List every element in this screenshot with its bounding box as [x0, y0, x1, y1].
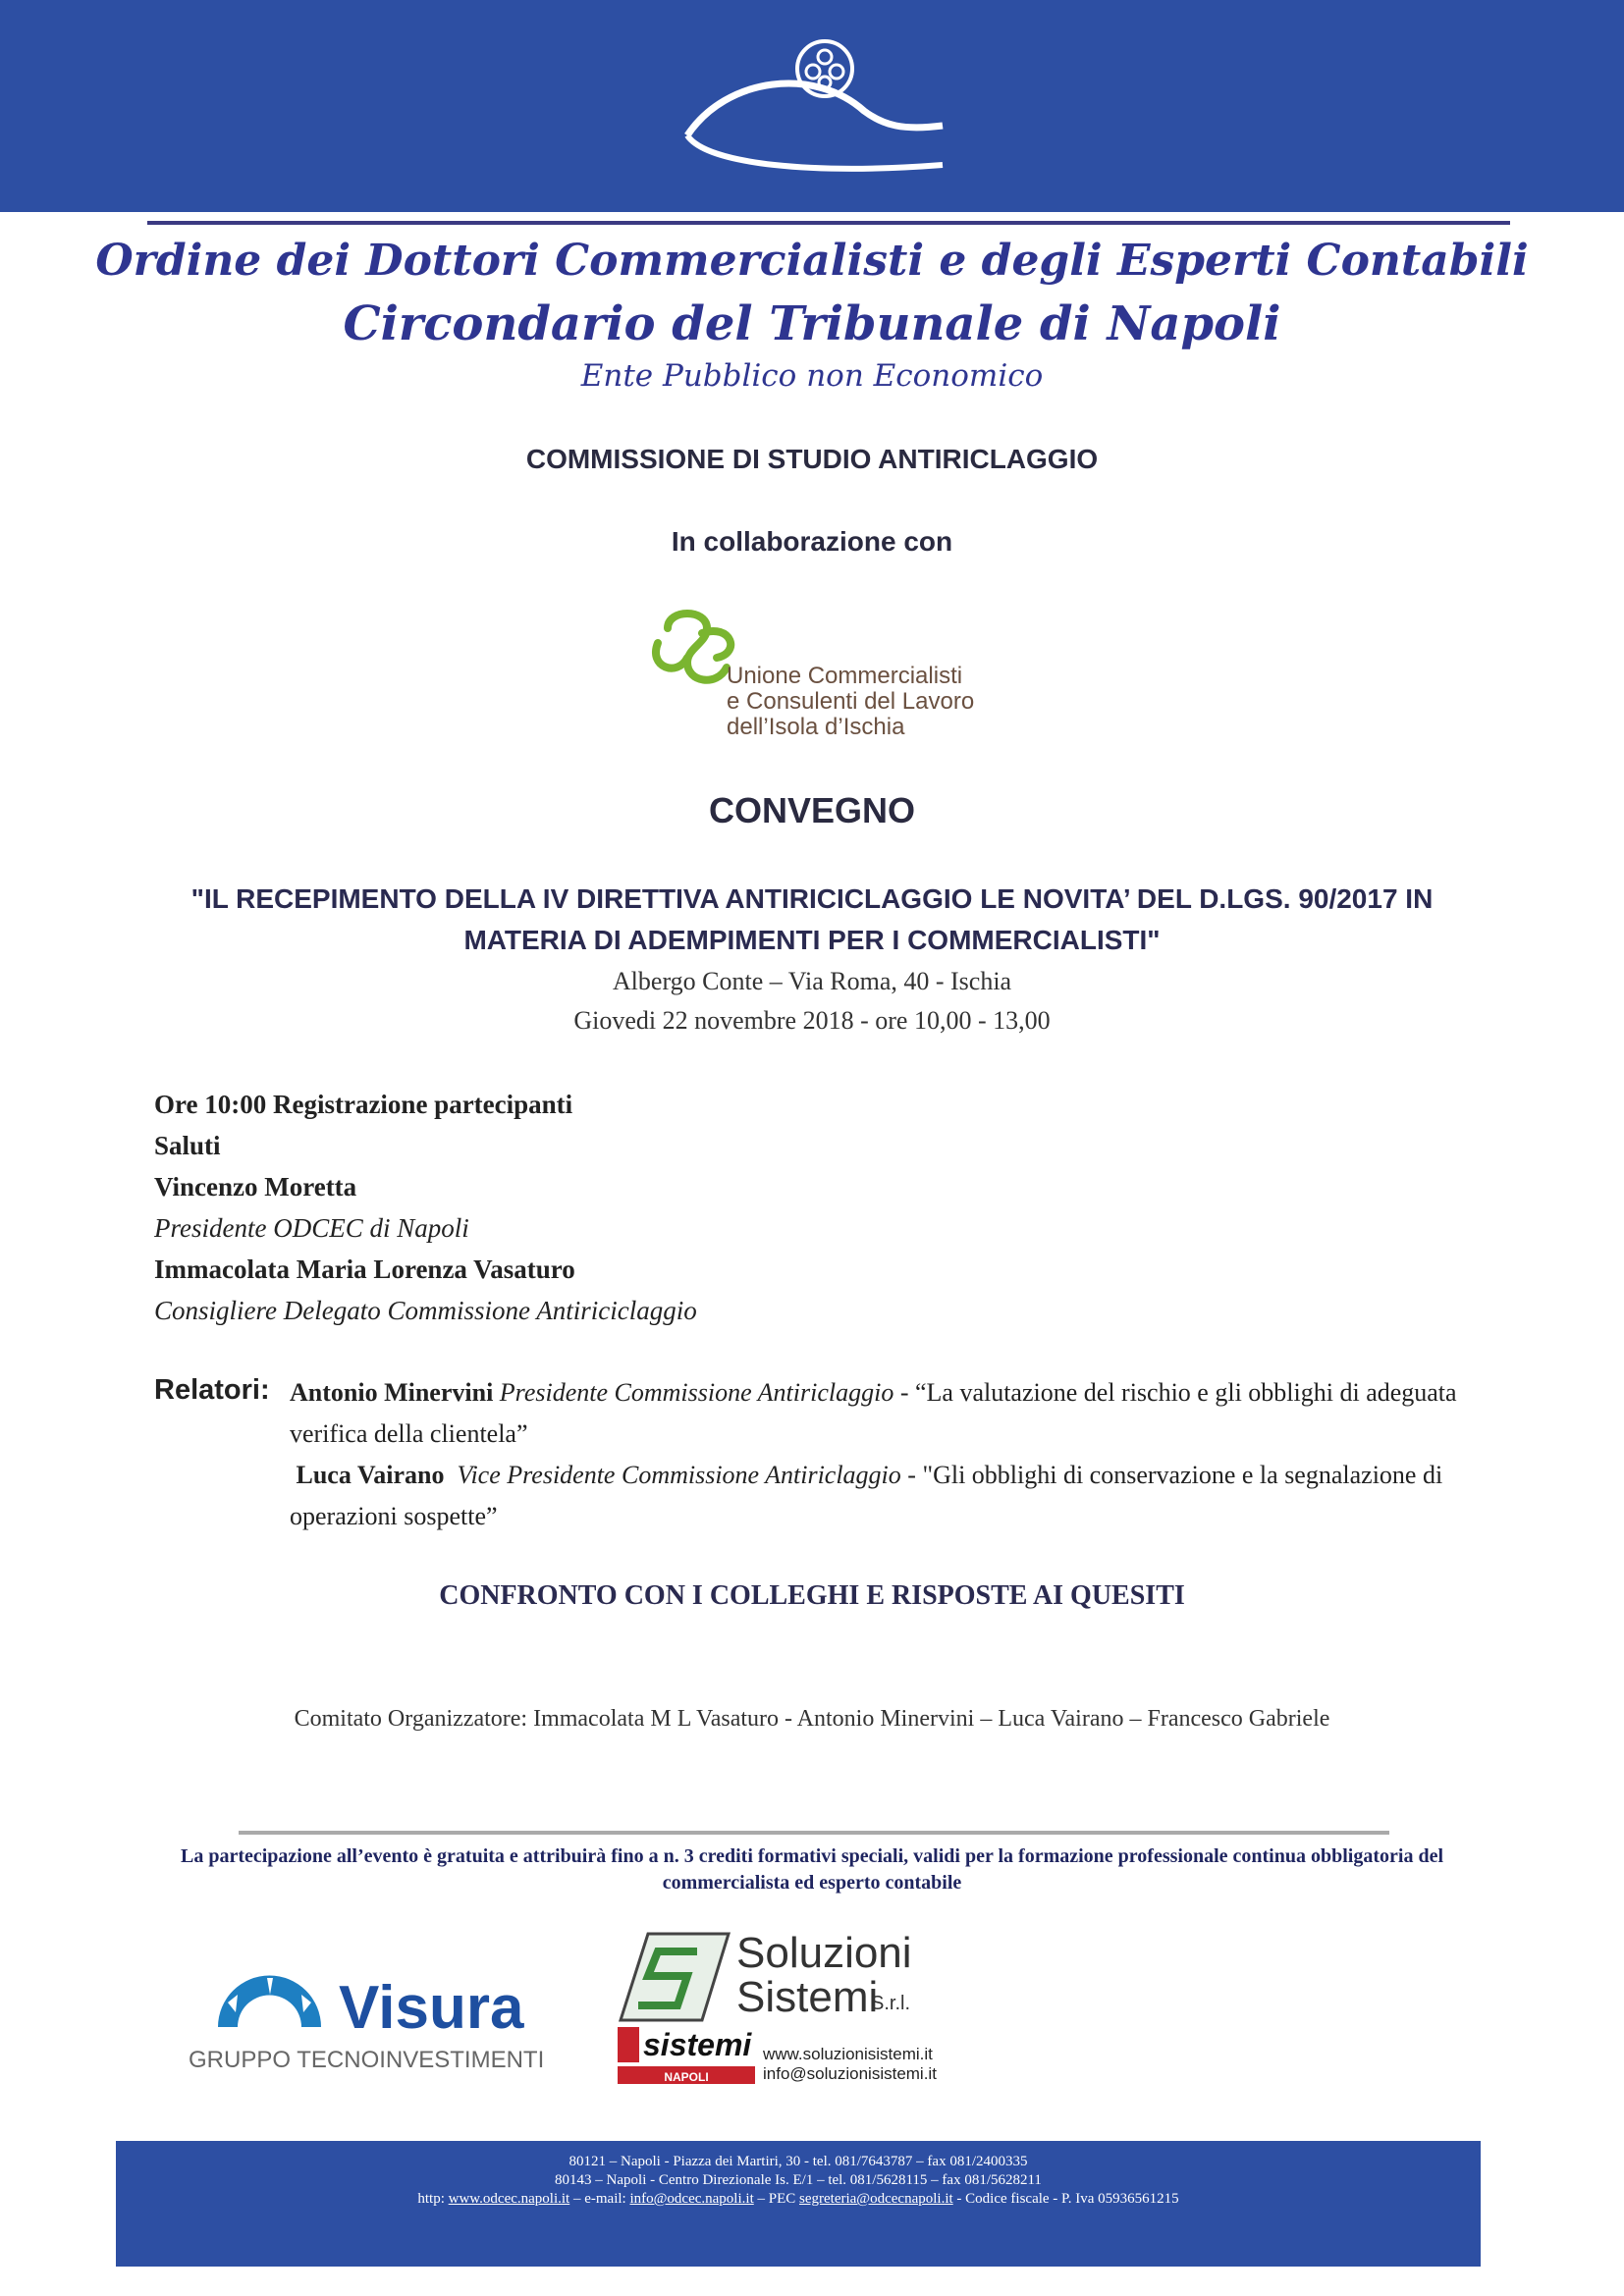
organizing-committee: Comitato Organizzatore: Immacolata M L Vasaturo - Antonio Minervini – Luca Vairano – Francesco Gabriele: [294, 1706, 1330, 1732]
visura-subtitle: GRUPPO TECNOINVESTIMENTI: [189, 2047, 545, 2073]
email-link[interactable]: info@odcec.napoli.it: [629, 2191, 754, 2207]
participation-note: La partecipazione all’evento è gratuita e attribuirà fino a n. 3 crediti formativi speciali, validi per la formazione professionale continua obbligatoria del commercialista ed esperto contabile: [181, 1845, 1443, 1894]
speaker-role: Presidente ODCEC di Napoli: [154, 1213, 469, 1243]
commission-title: COMMISSIONE DI STUDIO ANTIRICLAGGIO: [525, 444, 1099, 474]
sistemi-badge-city: NAPOLI: [618, 2070, 755, 2084]
collaboration-label: In collaborazione con: [671, 526, 953, 557]
footer-contacts: [116, 2190, 1481, 2209]
speaker-name: Vincenzo Moretta: [154, 1172, 357, 1201]
order-tagline: Ente Pubblico non Economico: [580, 358, 1044, 394]
visura-logo: [187, 1963, 579, 2081]
relatore-name: Antonio Minervini: [290, 1378, 494, 1407]
speaker-role: Consigliere Delegato Commissione Antiriciclaggio: [154, 1296, 697, 1325]
visura-name: Visura: [339, 1974, 524, 2042]
order-title: Ordine dei Dottori Commercialisti e degli Esperti Contabili: [95, 236, 1529, 286]
partner-name-line2: e Consulenti del Lavoro: [727, 688, 975, 715]
sistemi-badge-text: sistemi: [643, 2027, 752, 2062]
program-registration: Ore 10:00 Registrazione partecipanti: [154, 1090, 573, 1119]
event-venue: Albergo Conte – Via Roma, 40 - Ischia: [612, 967, 1012, 995]
convegno-heading: CONVEGNO: [708, 790, 916, 830]
program-greetings: Saluti: [154, 1131, 221, 1160]
event-title: "IL RECEPIMENTO DELLA IV DIRETTIVA ANTIRICICLAGGIO LE NOVITA’ DEL D.LGS. 90/2017 IN MATERIA DI ADEMPIMENTI PER I COMMERCIALISTI": [190, 883, 1434, 955]
event-date: Giovedi 22 novembre 2018 - ore 10,00 - 13,00: [573, 1006, 1051, 1035]
soluzioni-name: Soluzioni: [736, 1929, 912, 1977]
soluzioni-website: www.soluzionisistemi.it: [763, 2045, 933, 2063]
footer: [116, 2153, 1481, 2209]
sistemi-badge: [618, 2027, 755, 2070]
relatore-topic: - “La valutazione del rischio e gli obblighi di adeguata verifica della clientela”: [290, 1378, 1457, 1448]
relatore-item: [290, 1372, 1458, 1455]
soluzioni-sistemi-icon: [619, 1932, 731, 2025]
divider: [239, 1831, 1389, 1835]
order-subtitle: Circondario del Tribunale di Napoli: [343, 296, 1281, 351]
footer-pec-label: – PEC: [753, 2191, 799, 2207]
footer-address-2: 80143 – Napoli - Centro Direzionale Is. E/1 – tel. 081/5628115 – fax 081/5628211: [555, 2172, 1042, 2188]
soluzioni-email: info@soluzionisistemi.it: [763, 2064, 937, 2083]
website-link[interactable]: www.odcec.napoli.it: [448, 2191, 570, 2207]
header-rule: [147, 221, 1510, 225]
fiscal-code: - Codice fiscale - P. Iva 05936561215: [952, 2191, 1179, 2207]
speaker-name: Immacolata Maria Lorenza Vasaturo: [154, 1255, 575, 1284]
relatore-name: Luca Vairano: [296, 1461, 445, 1489]
sistemi-name: Sistemi: [736, 1973, 879, 2021]
soluzioni-sistemi-logo: [614, 1929, 967, 2086]
odcec-logo: [668, 18, 962, 185]
relatori-label: Relatori:: [154, 1374, 270, 1406]
partner-name-line1: Unione Commercialisti: [727, 663, 963, 689]
relatore-role: Presidente Commissione Antiriclaggio: [499, 1378, 894, 1407]
srl-label: S.r.l.: [871, 1993, 911, 2014]
relatore-role: Vice Presidente Commissione Antiriclaggio: [457, 1461, 901, 1489]
pec-link[interactable]: segreteria@odcecnapoli.it: [799, 2191, 953, 2207]
footer-address-1: 80121 – Napoli - Piazza dei Martiri, 30 - tel. 081/7643787 – fax 081/2400335: [568, 2154, 1028, 2169]
visura-sun-icon: [208, 1973, 331, 2042]
relatore-item: [290, 1455, 1458, 1537]
sistemi-badge-mark: [618, 2027, 639, 2062]
partner-logo: [648, 609, 1001, 741]
footer-email-label: – e-mail:: [569, 2191, 630, 2207]
relatore-topic: - "Gli obblighi di conservazione e la segnalazione di operazioni sospette”: [290, 1461, 1443, 1530]
partner-name-line3: dell’Isola d’Ischia: [727, 714, 905, 740]
confronto-heading: CONFRONTO CON I COLLEGHI E RISPOSTE AI QUESITI: [439, 1580, 1185, 1611]
footer-http-label: http:: [417, 2191, 449, 2207]
